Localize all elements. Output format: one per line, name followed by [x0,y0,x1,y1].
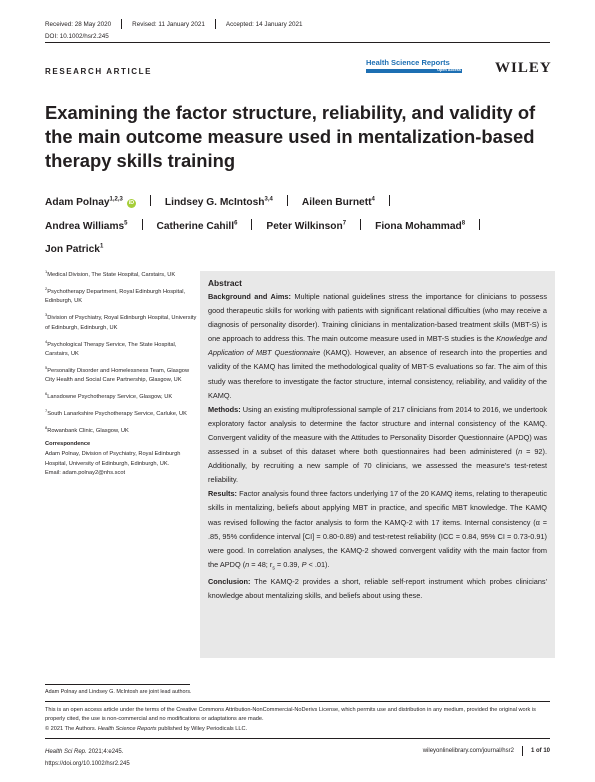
author[interactable]: Fiona Mohammad$^8$ [375,220,466,232]
author-divider [251,219,252,230]
affiliation: $^5$Personality Disorder and Homelessness Team, Glasgow City Health and Social Care Partnership, Glasgow, UK [45,364,190,384]
author-divider [479,219,480,230]
author[interactable]: Lindsey G. McIntosh$^{3,4}$ [164,197,273,209]
doi[interactable]: DOI: 10.1002/hsr2.245 [45,33,109,40]
header-rule [45,42,550,43]
affiliation: $^6$Lansdowne Psychotherapy Service, Glasgow, UK [45,391,173,401]
correspondence-email[interactable]: Email: adam.polnay2@nhs.scot [45,470,126,477]
license-text: This is an open access article under the terms of the Creative Commons Attribution-NonCommercial-NoDerivs License, which permits use and distribution in any medium, provided the original work is properly cited, the use is non-commercial and no modifications or adaptations are made. [45,707,536,723]
affiliation: $^1$Medical Division, The State Hospital, Carstairs, UK [45,269,176,278]
publisher-logo: WILEY [495,60,552,76]
author[interactable]: Adam Polnay$^{1,2,3}$iD [45,197,135,209]
journal-name: Health Science Reports [366,58,450,67]
footer-right [423,746,550,756]
affiliations [45,267,197,479]
author[interactable]: Catherine Cahill$^6$ [156,220,238,232]
author-divider [150,195,151,206]
license-rule [45,701,550,702]
footer-rule [45,738,550,739]
author[interactable]: Peter Wilkinson$^7$ [266,220,347,232]
correspondence-address: Adam Polnay, Division of Psychiatry, Royal Edinburgh Hospital, University of Edinburgh, Edinburgh, UK. [45,450,181,467]
author[interactable]: Aileen Burnett$^4$ [301,197,375,209]
received-date: Received: 28 May 2020 [45,20,112,28]
accepted-date: Accepted: 14 January 2021 [225,20,303,28]
page-number: 1 of 10 [530,748,550,754]
revised-date: Revised: 11 January 2021 [132,20,205,28]
orcid-icon[interactable]: iD [128,200,135,207]
footnote-rule [45,684,190,685]
footer-divider [522,746,523,756]
abstract-background: Background and Aims: Multiple national guidelines stress the importance for clinicians to possess good therapeutic skills for working with patients with significant relational difficulties (who may receive a diagnosis of personality disorder). Training clinicians in mentalization-based treatment skills (MBT-S) is one approach to address this. The main outcome measure used in MBT-S studies is the Knowledge and Application of MBT Questionnaire (KAMQ). However, an absence of research into the properties and validity of the KAMQ has limited the methodological quality of MBT-S evaluations so far. The aim of this study was therefore to investigate the factor structure, internal consistency, reliability, and validity of the KAMQ. [208,292,547,400]
abstract-results: Results: Factor analysis found three factors underlying 17 of the 20 KAMQ items, relating to therapeutic skills in mentalizing, beliefs about applying MBT in practice, and specific MBT knowledge. The KAMQ was revised following the factor analysis to form the KAMQ-2 with 17 items. Internal consistency (α = .85, 95% confidence interval [CI] = 0.80-0.89) and test-retest reliability (ICC = 0.84, 95% CI = 0.73-0.91) were good. In correlation analyses, the KAMQ-2 showed convergent validity with the main factor from the APDQ (n = 48; $r_s = 0.39$, P < .01). [208,489,547,572]
affiliation: $^3$Division of Psychiatry, Royal Edinburgh Hospital, University of Edinburgh, Edinburgh, UK [45,312,197,331]
abstract-box [200,271,555,658]
affiliation: $^4$Psychological Therapy Service, The State Hospital, Carstairs, UK [45,338,177,358]
affiliation: $^2$Psychotherapy Department, Royal Edinburgh Hospital, Edinburgh, UK [45,285,186,305]
abstract-methods: Methods: Using an existing multiprofessional sample of 217 clinicians from 2014 to 2016, we undertook exploratory factor analysis to determine the factor structure and internal consistency of the KAMQ. Convergent validity of the measure with the Attitudes to Personality Disorder Questionnaire (APDQ) was assessed in a subset of this dataset where both questionnaires had been administered (n = 92). Additionally, by recruiting a new sample of 70 clinicians, we assessed the measure's test-retest reliability. [208,404,547,485]
journal-url[interactable]: wileyonlinelibrary.com/journal/hsr2 [422,748,514,754]
author[interactable]: Andrea Williams$^5$ [45,220,128,232]
journal-logo-bar [366,69,462,73]
footer-citation [45,746,130,770]
joint-author-footnote: Adam Polnay and Lindsey G. McIntosh are joint lead authors. [45,689,192,695]
doi-link[interactable]: https://doi.org/10.1002/hsr2.245 [45,761,130,767]
journal-logo [366,58,462,73]
abstract-heading: Abstract [208,278,242,288]
open-access-label: Open Access [437,68,461,72]
affiliation: $^8$Rowanbank Clinic, Glasgow, UK [45,424,129,434]
author-divider [389,195,390,206]
correspondence-heading: Correspondence [45,441,91,448]
date-divider [121,19,122,29]
author-divider [287,195,288,206]
publication-dates [45,19,303,29]
article-title: Examining the factor structure, reliability, and validity of the main outcome measure used in mentalization-based therapy skills training [45,102,536,171]
copyright-line: © 2021 The Authors. Health Science Reports published by Wiley Periodicals LLC. [45,725,248,732]
author-divider [360,219,361,230]
date-divider [215,19,216,29]
author-divider [142,219,143,230]
license-notice [45,706,550,734]
author-list [45,190,555,260]
article-type: RESEARCH ARTICLE [45,67,153,76]
abstract-conclusion: Conclusion: The KAMQ-2 provides a short, reliable self-report instrument which probes clinicians' knowledge about mentalizing skills, and beliefs about using these. [208,577,547,601]
affiliation: $^7$South Lanarkshire Psychotherapy Service, Carluke, UK [45,408,187,417]
author[interactable]: Jon Patrick$^1$ [45,243,104,256]
citation: Health Sci Rep. 2021;4:e245. [45,749,124,755]
